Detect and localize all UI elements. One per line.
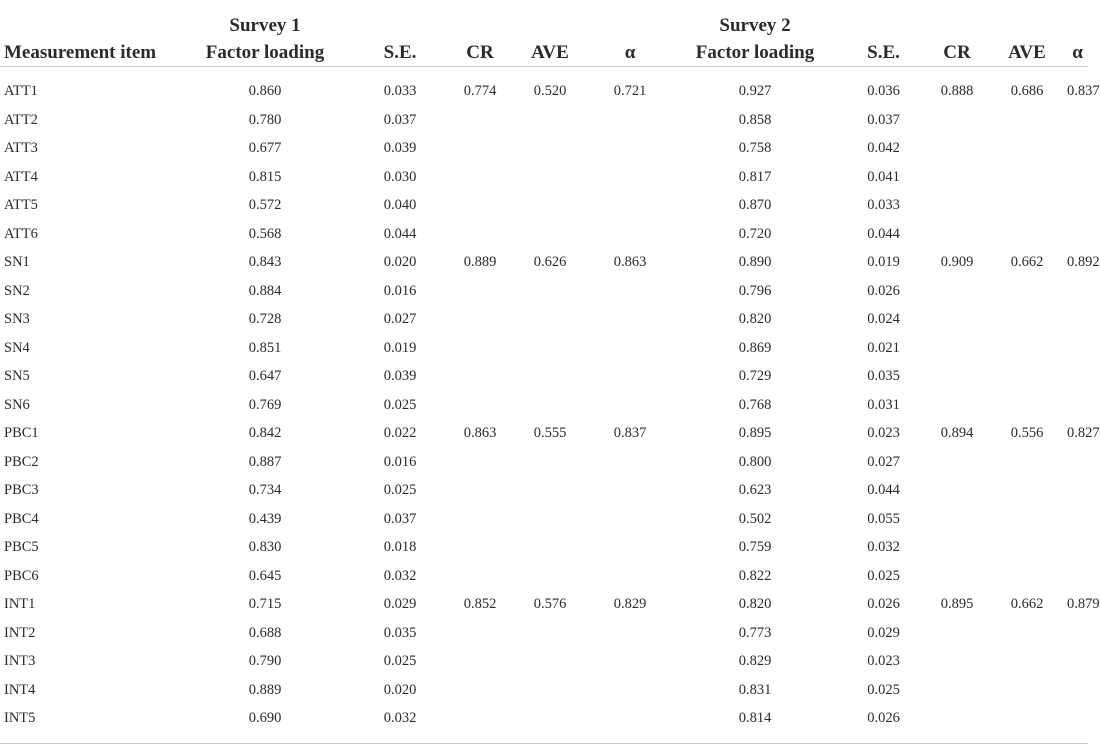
cell-survey2-cr [927, 448, 987, 477]
cell-survey1-cr [450, 191, 510, 220]
cell-item: ATT1 [4, 83, 38, 99]
cell-survey1-se: 0.025 [383, 653, 417, 669]
cell-survey2-ave [987, 533, 1067, 562]
cell-survey1-loading: 0.780 [248, 111, 282, 128]
cell-survey1-loading: 0.645 [248, 567, 282, 584]
cell-item: ATT5 [4, 197, 38, 213]
cell-survey1-cr [450, 448, 510, 477]
header-survey1-cr: CR [450, 0, 510, 67]
cell-item: ATT3 [4, 140, 38, 156]
cell-survey1-loading: 0.690 [248, 710, 282, 726]
cell-survey2-ave [987, 619, 1067, 648]
cell-survey2-loading: 0.870 [738, 197, 772, 213]
cell-survey1-cr [450, 334, 510, 363]
cell-survey2-loading: 0.623 [738, 482, 772, 498]
cell-survey2-alpha [1067, 362, 1088, 391]
cell-survey2-alpha [1067, 334, 1088, 363]
cell-survey1-loading: 0.887 [248, 453, 282, 470]
cell-survey1-alpha [590, 533, 670, 562]
cell-survey2-ave [987, 163, 1067, 192]
cell-survey1-loading: 0.688 [248, 624, 282, 641]
cell-survey1-alpha [590, 334, 670, 363]
cell-survey2-loading: 0.729 [738, 368, 772, 384]
cell-survey2-loading: 0.814 [738, 710, 772, 726]
table-row [0, 106, 1088, 135]
cell-survey1-cr [450, 220, 510, 249]
cell-survey1-loading: 0.734 [248, 482, 282, 498]
cell-survey2-cr [927, 305, 987, 334]
cell-survey1-ave [510, 704, 590, 733]
cell-survey1-loading: 0.647 [248, 368, 282, 384]
cell-survey2-se: 0.032 [867, 539, 900, 555]
header-survey2-factor-loading [670, 0, 840, 67]
header-survey1-ave: AVE [510, 0, 590, 67]
cell-item: PBC5 [4, 539, 39, 555]
cell-survey1-se: 0.025 [383, 482, 417, 498]
cell-survey1-ave [510, 647, 590, 676]
cell-survey2-ave [987, 220, 1067, 249]
header-survey2-ave: AVE [987, 0, 1067, 67]
cell-item: SN6 [4, 396, 30, 413]
cell-survey2-cr [927, 704, 987, 733]
cell-survey1-alpha: 0.829 [613, 596, 647, 612]
header-survey1-se: S.E. [350, 0, 450, 67]
cell-survey1-alpha [590, 163, 670, 192]
cell-survey2-se: 0.044 [867, 482, 900, 498]
cell-survey2-loading: 0.796 [738, 282, 772, 299]
cell-survey1-cr [450, 391, 510, 420]
cell-survey2-cr [927, 163, 987, 192]
cell-survey1-ave [510, 676, 590, 705]
cell-survey2-se: 0.026 [867, 596, 900, 612]
cell-item: SN5 [4, 368, 30, 384]
cell-survey1-se: 0.016 [383, 282, 417, 299]
cell-survey2-loading: 0.820 [738, 311, 772, 327]
cell-survey2-ave [987, 676, 1067, 705]
cell-survey2-cr [927, 220, 987, 249]
cell-survey2-ave [987, 647, 1067, 676]
cell-survey2-cr [927, 647, 987, 676]
cell-survey2-se: 0.041 [867, 168, 900, 185]
cell-survey1-se: 0.029 [383, 596, 417, 612]
cell-survey2-cr: 0.895 [940, 596, 974, 612]
cell-survey1-ave [510, 476, 590, 505]
cell-survey2-ave [987, 362, 1067, 391]
cell-survey2-cr [927, 391, 987, 420]
cell-survey2-se: 0.042 [867, 140, 900, 156]
table-row [0, 505, 1088, 534]
cell-survey2-loading: 0.890 [738, 254, 772, 270]
cell-survey2-alpha: 0.827 [1067, 425, 1100, 441]
cell-survey1-loading: 0.851 [248, 339, 282, 356]
cell-survey1-ave [510, 533, 590, 562]
cell-survey1-cr: 0.863 [463, 425, 497, 441]
cell-survey2-alpha [1067, 647, 1088, 676]
cell-survey2-loading: 0.820 [738, 596, 772, 612]
cell-survey1-cr [450, 305, 510, 334]
cell-survey2-loading: 0.502 [738, 510, 772, 527]
cell-survey2-se: 0.023 [867, 653, 900, 669]
cell-survey1-loading: 0.715 [248, 596, 282, 612]
header-survey1-factor-loading [180, 0, 350, 67]
table-row [0, 277, 1088, 306]
cell-item: INT3 [4, 653, 36, 669]
cell-survey2-se: 0.026 [867, 282, 900, 299]
cell-survey1-cr [450, 562, 510, 591]
cell-survey1-ave [510, 334, 590, 363]
cell-survey2-cr: 0.894 [940, 425, 974, 441]
cell-survey1-loading: 0.889 [248, 681, 282, 698]
cell-survey1-cr [450, 134, 510, 163]
cell-survey2-ave [987, 476, 1067, 505]
cell-survey1-ave [510, 448, 590, 477]
cell-survey1-ave [510, 562, 590, 591]
table-row [0, 419, 1088, 448]
cell-survey2-ave [987, 134, 1067, 163]
cell-survey2-cr: 0.888 [940, 83, 974, 99]
table-body [0, 67, 1100, 733]
cell-survey2-cr [927, 619, 987, 648]
cell-survey2-ave [987, 334, 1067, 363]
cell-survey2-alpha [1067, 220, 1088, 249]
cell-survey2-ave [987, 505, 1067, 534]
cell-survey2-ave: 0.686 [1010, 83, 1044, 99]
cell-survey1-ave [510, 106, 590, 135]
cell-item: PBC4 [4, 510, 39, 527]
cell-survey1-alpha [590, 619, 670, 648]
cell-survey1-se: 0.018 [383, 539, 417, 555]
cell-survey1-alpha: 0.863 [613, 254, 647, 270]
cell-survey2-loading: 0.720 [738, 225, 772, 242]
cell-survey2-alpha [1067, 277, 1088, 306]
cell-survey1-alpha [590, 704, 670, 733]
cell-survey2-loading: 0.817 [738, 168, 772, 185]
cell-survey2-loading: 0.895 [738, 425, 772, 441]
cell-survey1-loading: 0.572 [248, 197, 282, 213]
table-row [0, 704, 1088, 733]
cell-survey1-se: 0.030 [383, 168, 417, 185]
cell-survey1-se: 0.032 [383, 710, 417, 726]
cell-survey2-se: 0.036 [867, 83, 900, 99]
cell-survey1-alpha [590, 505, 670, 534]
cell-survey2-alpha [1067, 619, 1088, 648]
cell-survey1-cr: 0.774 [463, 83, 497, 99]
cell-survey2-loading: 0.768 [738, 396, 772, 413]
cell-survey1-se: 0.032 [383, 567, 417, 584]
cell-survey2-alpha: 0.892 [1067, 254, 1100, 270]
cell-item: INT5 [4, 710, 36, 726]
cell-item: PBC2 [4, 453, 39, 470]
cell-survey2-alpha [1067, 562, 1088, 591]
table-row [0, 448, 1088, 477]
cell-survey1-loading: 0.830 [248, 539, 282, 555]
cell-survey1-loading: 0.815 [248, 168, 282, 185]
cell-survey2-loading: 0.759 [738, 539, 772, 555]
cell-survey2-ave [987, 448, 1067, 477]
cell-survey1-cr: 0.852 [463, 596, 497, 612]
header-measurement-item: Measurement item [0, 0, 180, 67]
cell-item: ATT4 [4, 168, 38, 185]
cell-survey2-se: 0.019 [867, 254, 900, 270]
cell-survey1-cr [450, 476, 510, 505]
cell-survey2-se: 0.021 [867, 339, 900, 356]
cell-survey1-loading: 0.860 [248, 83, 282, 99]
cell-survey2-ave [987, 191, 1067, 220]
cell-survey1-loading: 0.790 [248, 653, 282, 669]
table-row [0, 562, 1088, 591]
cell-survey2-loading: 0.758 [738, 140, 772, 156]
cell-survey1-se: 0.040 [383, 197, 417, 213]
cell-survey1-ave: 0.626 [533, 254, 567, 270]
cell-survey1-ave [510, 134, 590, 163]
cell-survey1-se: 0.016 [383, 453, 417, 470]
cell-survey1-cr [450, 533, 510, 562]
cell-survey1-alpha [590, 134, 670, 163]
cell-item: PBC6 [4, 567, 39, 584]
cell-survey1-alpha [590, 106, 670, 135]
cell-survey2-cr [927, 362, 987, 391]
cell-survey2-ave: 0.662 [1010, 596, 1044, 612]
cell-survey1-se: 0.037 [383, 111, 417, 128]
cell-survey2-cr [927, 505, 987, 534]
cell-survey1-ave [510, 163, 590, 192]
cell-survey1-ave [510, 277, 590, 306]
cell-survey1-loading: 0.728 [248, 311, 282, 327]
cell-survey1-alpha [590, 362, 670, 391]
cell-survey2-se: 0.037 [867, 111, 900, 128]
cell-survey1-se: 0.019 [383, 339, 417, 356]
cell-item: SN1 [4, 254, 30, 270]
cell-survey2-alpha [1067, 305, 1088, 334]
cell-survey2-alpha [1067, 134, 1088, 163]
header-survey1-alpha: α [590, 0, 670, 67]
cell-survey1-loading: 0.439 [248, 510, 282, 527]
table-row [0, 163, 1088, 192]
cell-survey2-alpha: 0.837 [1067, 83, 1100, 99]
cell-survey2-ave: 0.556 [1010, 425, 1044, 441]
cell-survey2-loading: 0.869 [738, 339, 772, 356]
cell-survey2-se: 0.035 [867, 368, 900, 384]
cell-survey2-loading: 0.773 [738, 624, 772, 641]
cell-survey1-cr [450, 163, 510, 192]
cell-survey2-se: 0.025 [867, 567, 900, 584]
cell-survey1-cr [450, 619, 510, 648]
cell-survey2-se: 0.025 [867, 681, 900, 698]
cell-survey2-se: 0.031 [867, 396, 900, 413]
cell-survey2-cr [927, 106, 987, 135]
cell-survey2-ave [987, 704, 1067, 733]
cell-survey1-se: 0.025 [383, 396, 417, 413]
cell-survey2-cr [927, 191, 987, 220]
cell-item: ATT2 [4, 111, 38, 128]
cell-survey2-loading: 0.800 [738, 453, 772, 470]
cell-survey2-cr: 0.909 [940, 254, 974, 270]
cell-survey2-se: 0.023 [867, 425, 900, 441]
cell-survey1-cr [450, 676, 510, 705]
cell-survey1-cr [450, 106, 510, 135]
cell-survey1-loading: 0.769 [248, 396, 282, 413]
table-row [0, 476, 1088, 505]
table-row [0, 134, 1088, 163]
cell-survey2-alpha [1067, 391, 1088, 420]
cell-survey2-alpha [1067, 163, 1088, 192]
cell-survey1-alpha [590, 220, 670, 249]
cell-survey1-cr [450, 647, 510, 676]
cell-item: INT4 [4, 681, 36, 698]
header-survey2-loading: Factor loading [695, 42, 815, 63]
cell-survey1-ave [510, 362, 590, 391]
cell-item: SN2 [4, 282, 30, 299]
cell-survey1-alpha [590, 562, 670, 591]
cell-survey1-cr: 0.889 [463, 254, 497, 270]
table-row [0, 362, 1088, 391]
table-row [0, 391, 1088, 420]
cell-item: PBC3 [4, 482, 39, 498]
header-row [0, 0, 1088, 67]
header-survey2-se: S.E. [840, 0, 927, 67]
table-row [0, 334, 1088, 363]
header-survey1-loading: Factor loading [205, 42, 325, 63]
cell-item: INT2 [4, 624, 36, 641]
cell-survey1-se: 0.039 [383, 140, 417, 156]
cell-survey2-alpha [1067, 106, 1088, 135]
cell-survey1-ave [510, 305, 590, 334]
table-row [0, 619, 1088, 648]
header-survey2-cr: CR [927, 0, 987, 67]
cell-survey1-loading: 0.568 [248, 225, 282, 242]
table-row [0, 248, 1088, 277]
cell-survey2-alpha [1067, 191, 1088, 220]
cell-survey1-loading: 0.842 [248, 425, 282, 441]
cell-survey1-cr [450, 505, 510, 534]
cell-survey2-alpha [1067, 533, 1088, 562]
cell-survey2-alpha [1067, 676, 1088, 705]
cell-survey1-cr [450, 704, 510, 733]
cell-survey2-cr [927, 334, 987, 363]
cell-survey1-ave [510, 619, 590, 648]
cell-survey2-alpha [1067, 448, 1088, 477]
header-survey1-title: Survey 1 [229, 15, 301, 36]
table-row [0, 191, 1088, 220]
cell-survey2-loading: 0.927 [738, 83, 772, 99]
cell-survey1-alpha [590, 391, 670, 420]
bottom-rule [0, 743, 1088, 744]
cell-survey2-cr [927, 562, 987, 591]
cell-survey2-ave [987, 106, 1067, 135]
cell-survey1-se: 0.037 [383, 510, 417, 527]
cell-survey1-se: 0.020 [383, 254, 417, 270]
cell-survey2-loading: 0.829 [738, 653, 772, 669]
cell-survey2-loading: 0.858 [738, 111, 772, 128]
cell-survey2-se: 0.026 [867, 710, 900, 726]
cell-survey1-cr [450, 362, 510, 391]
cell-survey1-ave [510, 505, 590, 534]
cell-survey1-alpha [590, 448, 670, 477]
cell-survey2-alpha: 0.879 [1067, 596, 1100, 612]
cell-item: INT1 [4, 596, 36, 612]
header-survey2-title: Survey 2 [719, 15, 791, 36]
cell-survey1-alpha [590, 476, 670, 505]
cell-item: SN4 [4, 339, 30, 356]
table-row [0, 647, 1088, 676]
cell-survey1-se: 0.044 [383, 225, 417, 242]
cell-survey1-alpha [590, 191, 670, 220]
cell-survey1-alpha [590, 305, 670, 334]
cell-survey2-alpha [1067, 505, 1088, 534]
cell-item: SN3 [4, 311, 30, 327]
table-row [0, 67, 1088, 106]
cell-survey2-ave [987, 277, 1067, 306]
cell-survey1-loading: 0.677 [248, 140, 282, 156]
cell-survey1-alpha [590, 277, 670, 306]
cell-survey1-ave: 0.520 [533, 83, 567, 99]
cell-survey1-ave [510, 191, 590, 220]
cell-survey2-ave [987, 305, 1067, 334]
header-survey2-alpha: α [1067, 0, 1088, 67]
cell-survey1-ave [510, 220, 590, 249]
cell-survey1-alpha: 0.721 [613, 83, 647, 99]
cell-item: ATT6 [4, 225, 38, 242]
cell-survey2-se: 0.029 [867, 624, 900, 641]
table-row [0, 533, 1088, 562]
cell-survey1-se: 0.039 [383, 368, 417, 384]
cell-survey2-ave [987, 391, 1067, 420]
cell-survey2-ave: 0.662 [1010, 254, 1044, 270]
table-row [0, 305, 1088, 334]
cell-survey2-loading: 0.831 [738, 681, 772, 698]
cell-survey1-se: 0.035 [383, 624, 417, 641]
table-row [0, 220, 1088, 249]
cell-survey2-se: 0.044 [867, 225, 900, 242]
cell-survey1-ave: 0.555 [533, 425, 567, 441]
cell-survey2-se: 0.024 [867, 311, 900, 327]
table-row [0, 676, 1088, 705]
table-row [0, 590, 1088, 619]
cell-survey2-alpha [1067, 704, 1088, 733]
cell-survey2-se: 0.027 [867, 453, 900, 470]
cell-survey2-ave [987, 562, 1067, 591]
cell-survey2-cr [927, 134, 987, 163]
cell-item: PBC1 [4, 425, 39, 441]
cell-survey2-se: 0.055 [867, 510, 900, 527]
cell-survey2-cr [927, 277, 987, 306]
cell-survey1-se: 0.033 [383, 83, 417, 99]
cell-survey1-alpha [590, 676, 670, 705]
cell-survey1-cr [450, 277, 510, 306]
cell-survey2-cr [927, 676, 987, 705]
cell-survey2-cr [927, 476, 987, 505]
cell-survey1-alpha [590, 647, 670, 676]
cell-survey1-alpha: 0.837 [613, 425, 647, 441]
cell-survey1-se: 0.022 [383, 425, 417, 441]
cell-survey1-loading: 0.843 [248, 254, 282, 270]
cell-survey1-loading: 0.884 [248, 282, 282, 299]
cell-survey2-cr [927, 533, 987, 562]
cell-survey1-ave [510, 391, 590, 420]
cell-survey1-se: 0.027 [383, 311, 417, 327]
cell-survey2-alpha [1067, 476, 1088, 505]
cell-survey2-loading: 0.822 [738, 567, 772, 584]
cell-survey1-se: 0.020 [383, 681, 417, 698]
cell-survey2-se: 0.033 [867, 197, 900, 213]
cell-survey1-ave: 0.576 [533, 596, 567, 612]
